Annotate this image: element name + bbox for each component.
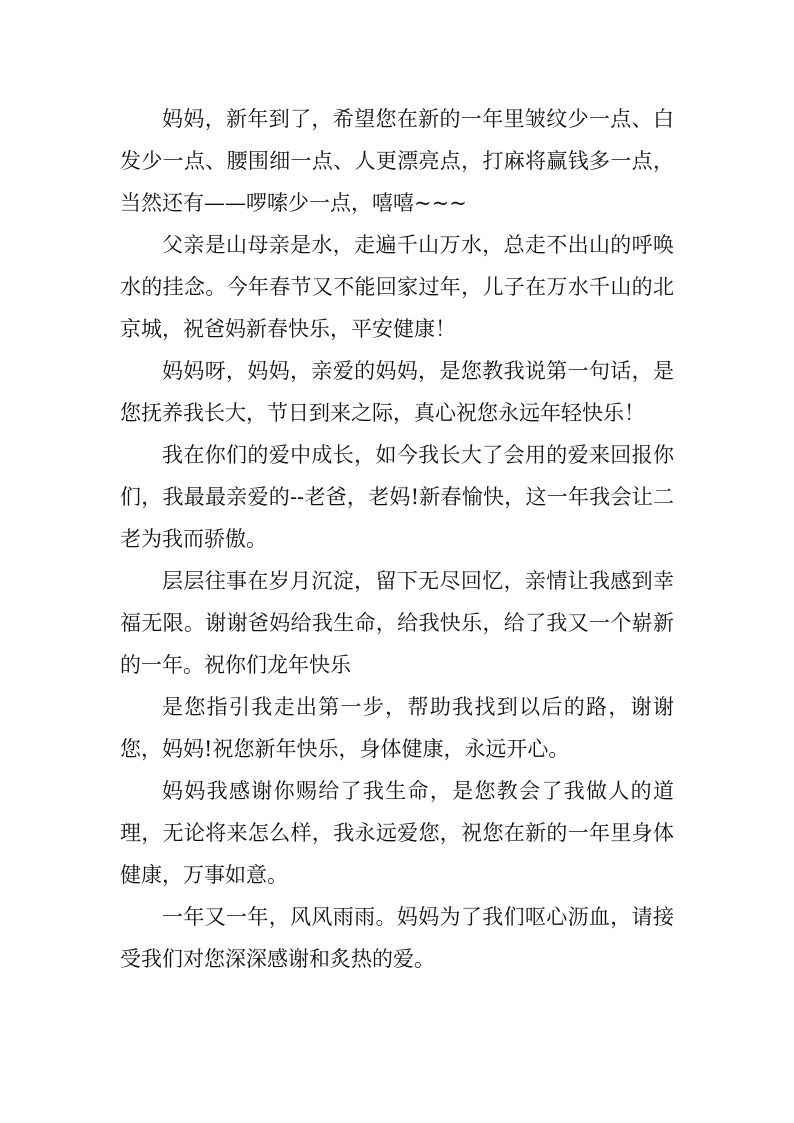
paragraph-5: 层层往事在岁月沉淀，留下无尽回忆，亲情让我感到幸福无限。谢谢爸妈给我生命，给我快乐，给了我又一个崭新的一年。祝你们龙年快乐	[120, 569, 674, 677]
paragraph-3: 妈妈呀，妈妈，亲爱的妈妈，是您教我说第一句话，是您抚养我长大，节日到来之际，真心祝您永远年轻快乐！	[120, 359, 674, 425]
document-body	[120, 98, 674, 980]
paragraph-6: 是您指引我走出第一步，帮助我找到以后的路，谢谢您，妈妈!祝您新年快乐，身体健康，永远开心。	[120, 695, 674, 761]
paragraph-2: 父亲是山母亲是水，走遍千山万水，总走不出山的呼唤水的挂念。今年春节又不能回家过年，儿子在万水千山的北京城，祝爸妈新春快乐，平安健康！	[120, 233, 674, 341]
paragraph-7: 妈妈我感谢你赐给了我生命，是您教会了我做人的道理，无论将来怎么样，我永远爱您，祝您在新的一年里身体健康，万事如意。	[120, 779, 674, 887]
paragraph-1: 妈妈，新年到了，希望您在新的一年里皱纹少一点、白发少一点、腰围细一点、人更漂亮点，打麻将赢钱多一点，当然还有——啰嗦少一点，嘻嘻~~~	[120, 107, 674, 215]
paragraph-4: 我在你们的爱中成长，如今我长大了会用的爱来回报你们，我最最亲爱的--老爸，老妈!新春愉快，这一年我会让二老为我而骄傲。	[120, 443, 674, 551]
paragraph-8: 一年又一年，风风雨雨。妈妈为了我们呕心沥血，请接受我们对您深深感谢和炙热的爱。	[120, 905, 674, 971]
